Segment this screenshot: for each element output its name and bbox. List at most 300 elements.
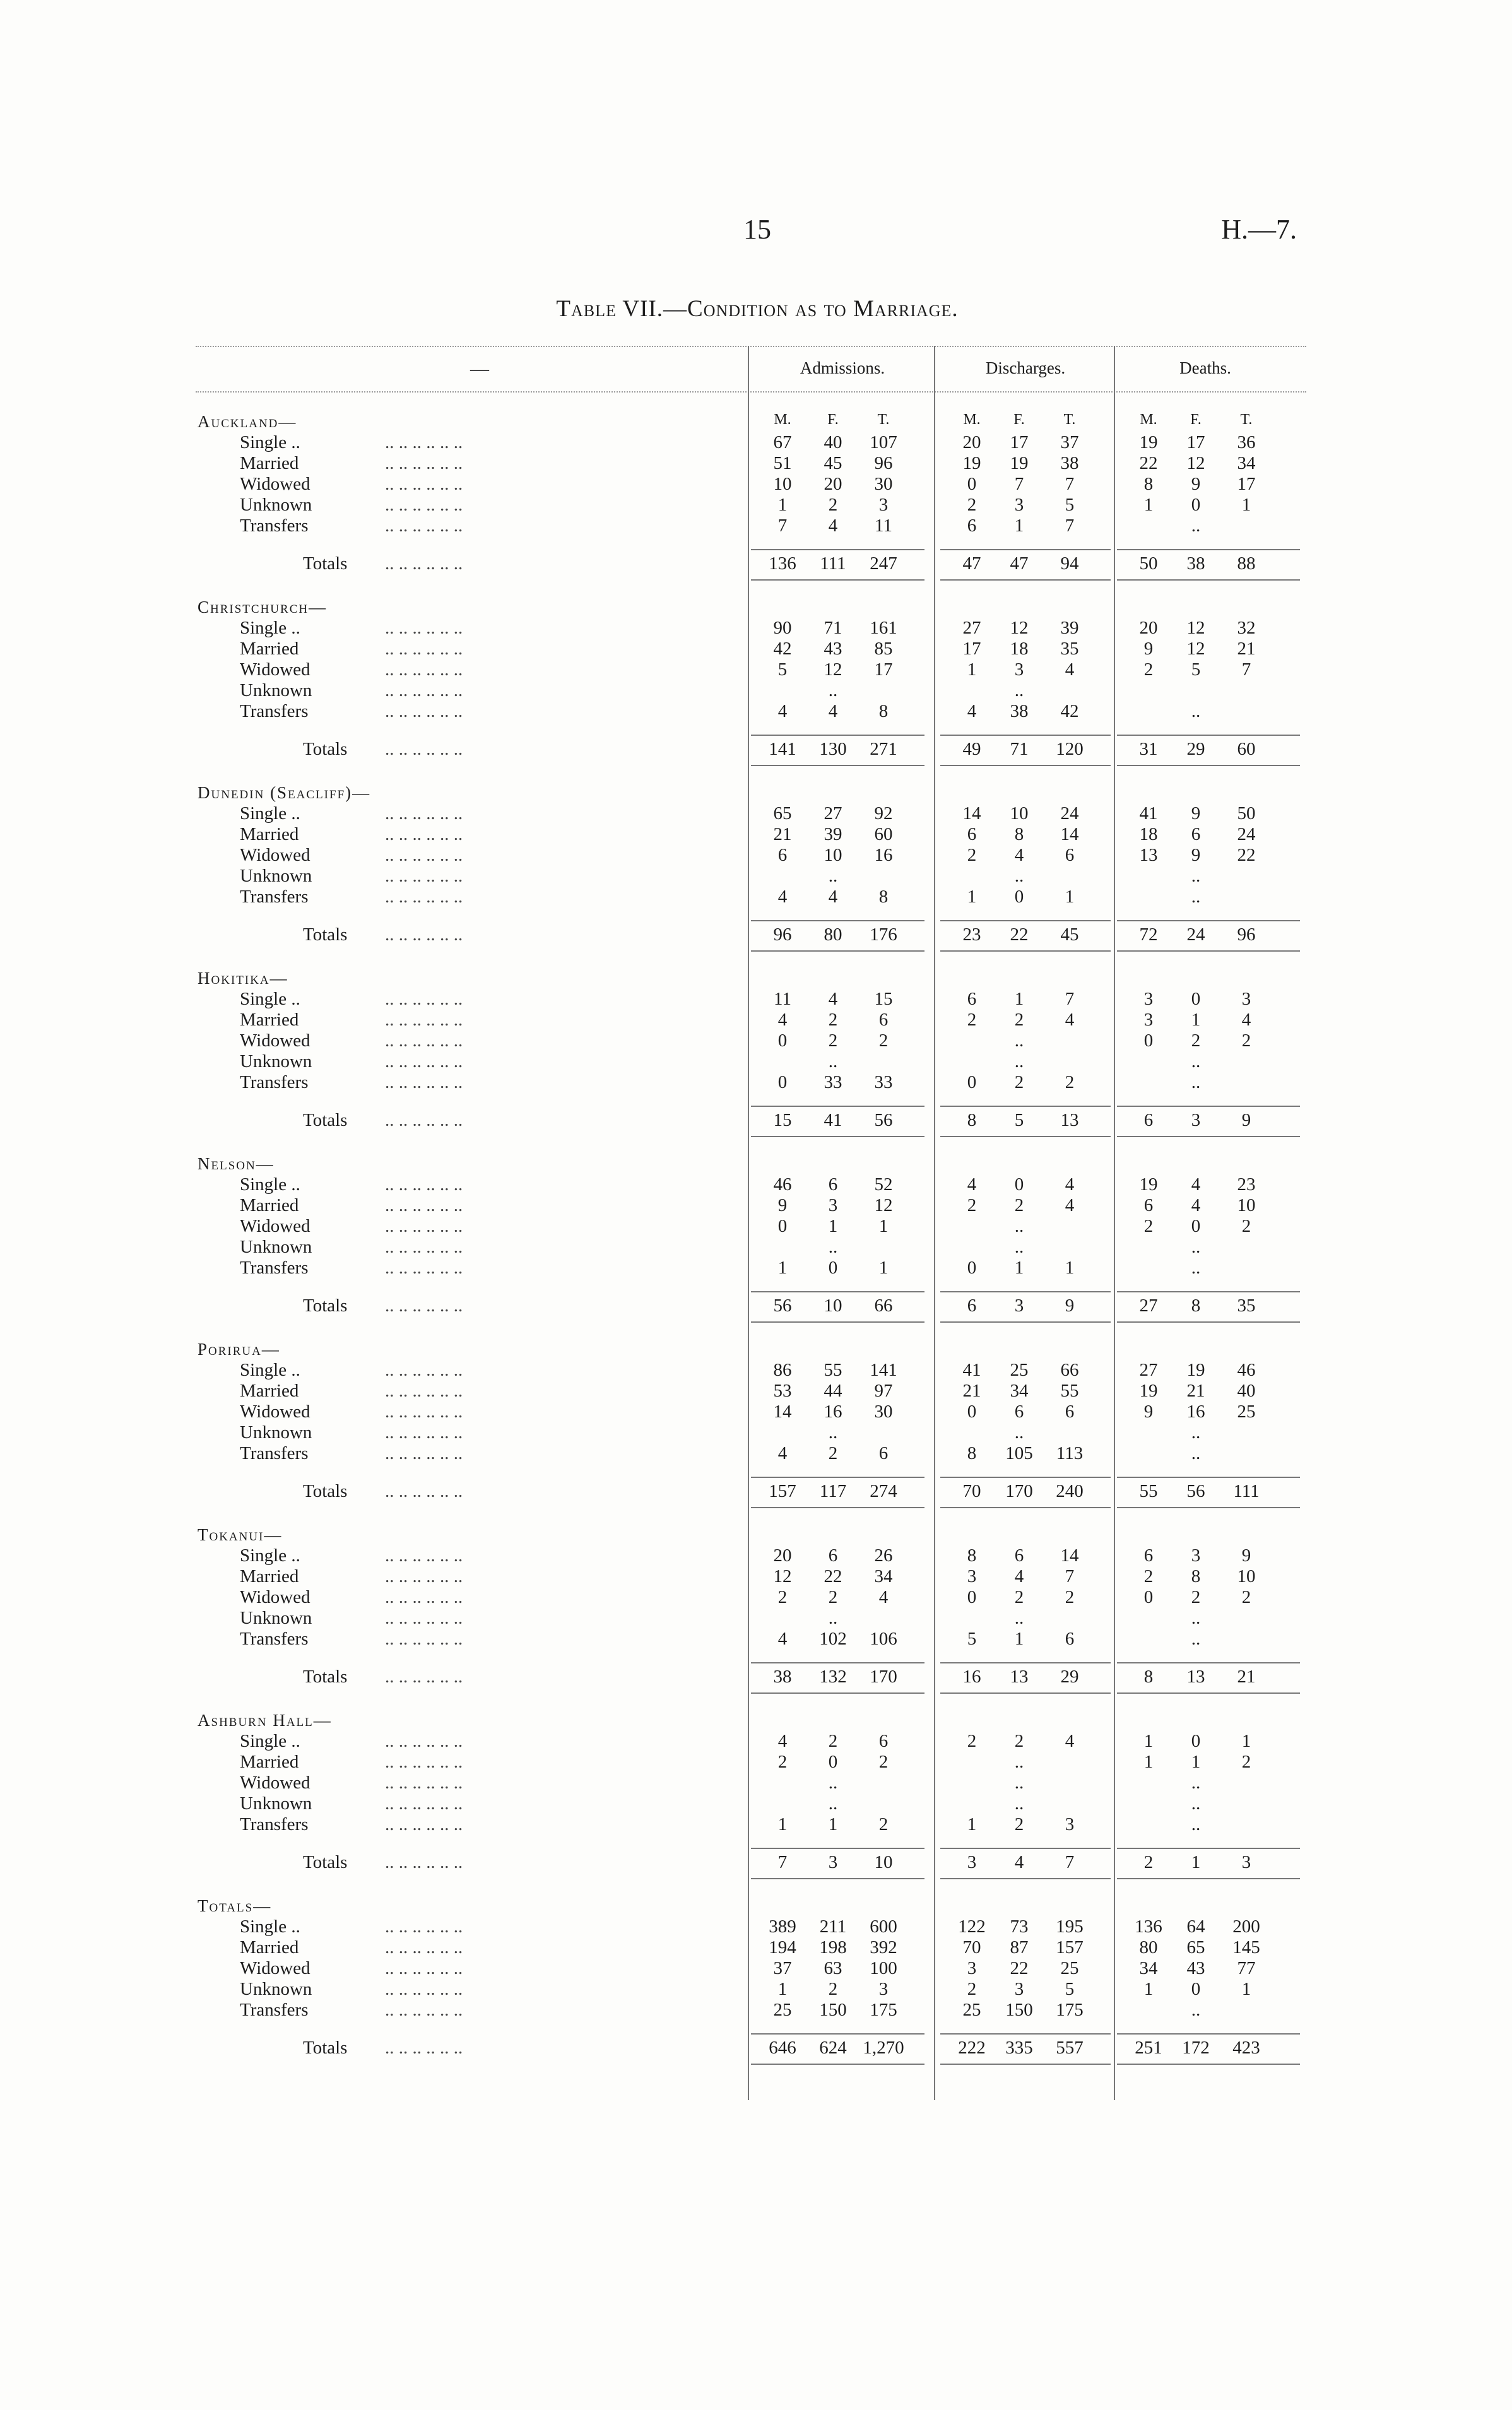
row-label: Transfers	[240, 1072, 309, 1092]
totals-cell: 8	[1191, 1296, 1201, 1316]
table-cell: 4	[828, 989, 838, 1009]
table-cell: 0	[1143, 1587, 1154, 1607]
table-cell: 5	[1191, 659, 1201, 680]
dot-leaders: .. .. .. .. .. ..	[385, 739, 463, 759]
table-cell: 6	[878, 1443, 889, 1463]
dot-leaders: .. .. .. .. .. ..	[385, 1752, 463, 1772]
table-cell: 20	[773, 1545, 792, 1566]
table-cell: 2	[1241, 1216, 1251, 1236]
table-cell: 7	[1065, 516, 1075, 536]
table-cell: 0	[967, 1072, 977, 1092]
table-cell: 6	[1014, 1402, 1024, 1422]
section-heading: Tokanui—	[198, 1525, 283, 1544]
table-cell: 4	[967, 1174, 977, 1195]
totals-rule	[940, 2064, 1111, 2065]
totals-cell: 247	[870, 553, 897, 574]
table-cell: ..	[1191, 1051, 1201, 1072]
table-cell: 7	[1241, 659, 1251, 680]
row-label: Single ..	[240, 1360, 300, 1380]
table-cell: 0	[967, 474, 977, 494]
table-cell: 3	[1014, 1979, 1024, 1999]
table-cell: 1	[878, 1216, 889, 1236]
table-cell: 41	[962, 1360, 981, 1380]
table-cell: 63	[824, 1958, 842, 1978]
totals-cell: 136	[769, 553, 796, 574]
table-cell: 9	[777, 1195, 788, 1215]
table-row	[196, 453, 1306, 474]
table-cell: 37	[1060, 432, 1079, 452]
table-cell: 0	[1191, 1979, 1201, 1999]
totals-cell: 21	[1237, 1667, 1256, 1687]
section-heading: Porirua—	[198, 1340, 280, 1359]
table-cell: 0	[828, 1258, 838, 1278]
table-row	[196, 887, 1306, 907]
table-cell: ..	[1191, 701, 1201, 721]
table-row	[196, 680, 1306, 701]
table-cell: 46	[1237, 1360, 1256, 1380]
dot-leaders: .. .. .. .. .. ..	[385, 989, 463, 1009]
table-cell: 6	[777, 845, 788, 865]
table-cell: 3	[1065, 1814, 1075, 1834]
table-cell: 19	[1186, 1360, 1205, 1380]
table-cell: 42	[1060, 701, 1079, 721]
totals-cell: 120	[1056, 739, 1084, 759]
page-number: 15	[743, 214, 771, 245]
totals-label: Totals	[303, 2038, 348, 2058]
table-cell: 4	[777, 1731, 788, 1751]
dot-leaders: .. .. .. .. .. ..	[385, 1051, 463, 1072]
table-cell: 21	[773, 824, 792, 844]
table-row	[196, 989, 1306, 1010]
table-cell: 2	[1241, 1752, 1251, 1772]
table-cell: 2	[1065, 1072, 1075, 1092]
totals-cell: 3	[967, 1852, 977, 1872]
table-row	[196, 1174, 1306, 1195]
dot-leaders: .. .. .. .. .. ..	[385, 495, 463, 515]
row-label: Unknown	[240, 680, 312, 700]
table-cell: 392	[870, 1937, 897, 1958]
table-cell: 0	[1014, 887, 1024, 907]
row-label: Transfers	[240, 1443, 309, 1463]
table-row	[196, 1793, 1306, 1814]
totals-cell: 56	[1186, 1481, 1205, 1501]
totals-cell: 176	[870, 924, 897, 945]
totals-cell: 222	[958, 2038, 986, 2058]
table-cell: ..	[1191, 1258, 1201, 1278]
totals-row	[196, 1290, 1306, 1321]
stub-header: —	[470, 358, 489, 379]
table-title: Table VII.—Condition as to Marriage.	[556, 296, 959, 322]
table-cell: ..	[828, 1422, 838, 1443]
totals-cell: 557	[1056, 2038, 1084, 2058]
totals-label: Totals	[303, 553, 348, 574]
totals-cell: 7	[1065, 1852, 1075, 1872]
table-cell: 150	[1005, 2000, 1033, 2020]
section-heading: Hokitika—	[198, 969, 288, 988]
table-cell: 85	[874, 639, 893, 659]
table-cell: 1	[1241, 495, 1251, 515]
table-cell: 14	[962, 803, 981, 824]
totals-cell: 1	[1191, 1852, 1201, 1872]
row-label: Single ..	[240, 803, 300, 824]
table-cell: 1	[967, 1814, 977, 1834]
totals-row	[196, 548, 1306, 579]
table-cell: 19	[1010, 453, 1029, 473]
table-cell: 25	[773, 2000, 792, 2020]
dot-leaders: .. .. .. .. .. ..	[385, 1958, 463, 1978]
table-cell: 6	[967, 824, 977, 844]
table-cell: 161	[870, 618, 897, 638]
row-label: Married	[240, 1937, 299, 1958]
table-cell: 2	[828, 1031, 838, 1051]
table-cell: 3	[1143, 989, 1154, 1009]
totals-rule	[751, 1878, 924, 1879]
totals-cell: 3	[1241, 1852, 1251, 1872]
table-cell: ..	[1014, 1752, 1024, 1772]
totals-rule	[1117, 1507, 1300, 1508]
totals-cell: 7	[777, 1852, 788, 1872]
dot-leaders: .. .. .. .. .. ..	[385, 924, 463, 945]
table-cell: 2	[828, 1587, 838, 1607]
table-cell: 157	[1056, 1937, 1084, 1958]
dot-leaders: .. .. .. .. .. ..	[385, 1422, 463, 1443]
totals-label: Totals	[303, 1296, 348, 1316]
table-cell: 141	[870, 1360, 897, 1380]
table-cell: 45	[824, 453, 842, 473]
table-cell: 2	[828, 1010, 838, 1030]
dot-leaders: .. .. .. .. .. ..	[385, 1296, 463, 1316]
table-cell: 6	[1065, 1629, 1075, 1649]
table-cell: 96	[874, 453, 893, 473]
table-cell: 194	[769, 1937, 796, 1958]
table-cell: 26	[874, 1545, 893, 1566]
table-row	[196, 824, 1306, 845]
totals-rule	[940, 1878, 1111, 1879]
totals-cell: 251	[1135, 2038, 1162, 2058]
table-row	[196, 1381, 1306, 1402]
table-cell: 4	[1065, 1731, 1075, 1751]
totals-cell: 5	[1014, 1110, 1024, 1130]
table-row	[196, 1360, 1306, 1381]
dot-leaders: .. .. .. .. .. ..	[385, 659, 463, 680]
table-cell: 5	[967, 1629, 977, 1649]
totals-cell: 335	[1005, 2038, 1033, 2058]
row-label: Transfers	[240, 1629, 309, 1649]
table-cell: 3	[967, 1566, 977, 1586]
table-row	[196, 1587, 1306, 1608]
totals-rule	[940, 579, 1111, 581]
table-cell: 17	[962, 639, 981, 659]
table-cell: 67	[773, 432, 792, 452]
row-label: Married	[240, 1566, 299, 1586]
row-label: Widowed	[240, 1402, 310, 1422]
row-label: Single ..	[240, 1174, 300, 1195]
sub-header-cell: T.	[1063, 411, 1076, 428]
header-admissions: Admissions.	[800, 358, 885, 377]
table-cell: 20	[962, 432, 981, 452]
table-cell: 389	[769, 1917, 796, 1937]
table-cell: 38	[1060, 453, 1079, 473]
table-cell: 4	[828, 516, 838, 536]
totals-rule	[940, 765, 1111, 766]
table-cell: 2	[1191, 1587, 1201, 1607]
table-cell: 39	[824, 824, 842, 844]
row-label: Married	[240, 639, 299, 659]
row-label: Married	[240, 1752, 299, 1772]
table-cell: 7	[777, 516, 788, 536]
table-row	[196, 1731, 1306, 1752]
table-cell: 4	[1065, 1174, 1075, 1195]
sub-header-cell: M.	[774, 411, 791, 428]
table-cell: 0	[967, 1587, 977, 1607]
table-row	[196, 1216, 1306, 1237]
totals-cell: 15	[773, 1110, 792, 1130]
table-cell: 7	[1065, 989, 1075, 1009]
totals-cell: 71	[1010, 739, 1029, 759]
dot-leaders: .. .. .. .. .. ..	[385, 1360, 463, 1380]
totals-cell: 274	[870, 1481, 897, 1501]
table-cell: ..	[828, 1793, 838, 1814]
table-row	[196, 1917, 1306, 1937]
totals-cell: 41	[824, 1110, 842, 1130]
row-label: Unknown	[240, 1051, 312, 1072]
table-cell: 5	[1065, 1979, 1075, 1999]
table-cell: 2	[1143, 1216, 1154, 1236]
totals-cell: 4	[1014, 1852, 1024, 1872]
totals-row	[196, 1475, 1306, 1507]
table-cell: 22	[824, 1566, 842, 1586]
table-cell: 20	[824, 474, 842, 494]
totals-rule	[1117, 1878, 1300, 1879]
table-cell: 9	[1191, 803, 1201, 824]
section-heading: Nelson—	[198, 1154, 275, 1173]
totals-rule	[1117, 2064, 1300, 2065]
dot-leaders: .. .. .. .. .. ..	[385, 1852, 463, 1872]
table-cell: 2	[967, 845, 977, 865]
table-cell: 1	[828, 1216, 838, 1236]
table-cell: 6	[1065, 845, 1075, 865]
totals-cell: 6	[1143, 1110, 1154, 1130]
dot-leaders: .. .. .. .. .. ..	[385, 1010, 463, 1030]
table-cell: 211	[819, 1917, 847, 1937]
dot-leaders: .. .. .. .. .. ..	[385, 1731, 463, 1751]
table-cell: 23	[1237, 1174, 1256, 1195]
totals-rule	[751, 1321, 924, 1323]
table-cell: 38	[1010, 701, 1029, 721]
table-cell: 16	[874, 845, 893, 865]
totals-cell: 624	[819, 2038, 847, 2058]
table-row	[196, 1545, 1306, 1566]
row-label: Widowed	[240, 1773, 310, 1793]
table-cell: 12	[1186, 639, 1205, 659]
table-cell: 2	[878, 1031, 889, 1051]
table-cell: 122	[958, 1917, 986, 1937]
dot-leaders: .. .. .. .. .. ..	[385, 1773, 463, 1793]
table-cell: 92	[874, 803, 893, 824]
table-cell: 11	[875, 516, 892, 536]
table-cell: 2	[967, 1195, 977, 1215]
table-cell: 9	[1143, 639, 1154, 659]
row-label: Transfers	[240, 516, 309, 536]
dot-leaders: .. .. .. .. .. ..	[385, 1031, 463, 1051]
dot-leaders: .. .. .. .. .. ..	[385, 453, 463, 473]
table-cell: 87	[1010, 1937, 1029, 1958]
table-cell: 8	[878, 887, 889, 907]
table-cell: 9	[1241, 1545, 1251, 1566]
totals-cell: 10	[874, 1852, 893, 1872]
dot-leaders: .. .. .. .. .. ..	[385, 1667, 463, 1687]
totals-rule	[751, 579, 924, 581]
totals-cell: 111	[1233, 1481, 1260, 1501]
table-cell: 34	[1237, 453, 1256, 473]
table-cell: 27	[962, 618, 981, 638]
dot-leaders: .. .. .. .. .. ..	[385, 1587, 463, 1607]
totals-cell: 3	[1191, 1110, 1201, 1130]
table-cell: 8	[1191, 1566, 1201, 1586]
dot-leaders: .. .. .. .. .. ..	[385, 1110, 463, 1130]
table-cell: 1	[1014, 1629, 1024, 1649]
table-cell: 102	[819, 1629, 847, 1649]
table-cell: 2	[1014, 1587, 1024, 1607]
table-cell: 12	[1186, 453, 1205, 473]
table-cell: 6	[1191, 824, 1201, 844]
table-cell: 145	[1232, 1937, 1260, 1958]
dot-leaders: .. .. .. .. .. ..	[385, 1481, 463, 1501]
table-cell: 600	[870, 1917, 897, 1937]
totals-cell: 35	[1237, 1296, 1256, 1316]
row-label: Single ..	[240, 989, 300, 1009]
table-row	[196, 1958, 1306, 1979]
totals-row	[196, 919, 1306, 950]
dot-leaders: .. .. .. .. .. ..	[385, 824, 463, 844]
table-cell: 22	[1139, 453, 1158, 473]
section-heading: Totals—	[198, 1896, 272, 1915]
table-cell: 4	[967, 701, 977, 721]
dot-leaders: .. .. .. .. .. ..	[385, 803, 463, 824]
table-cell: 6	[1143, 1545, 1154, 1566]
table-cell: 1	[777, 1258, 788, 1278]
table-cell: 4	[777, 1010, 788, 1030]
table-cell: 24	[1237, 824, 1256, 844]
table-cell: 4	[1014, 1566, 1024, 1586]
table-cell: 1	[1241, 1979, 1251, 1999]
table-row	[196, 495, 1306, 516]
dot-leaders: .. .. .. .. .. ..	[385, 680, 463, 700]
totals-cell: 23	[962, 924, 981, 945]
table-cell: 0	[1014, 1174, 1024, 1195]
table-cell: 2	[1143, 1566, 1154, 1586]
table-row	[196, 845, 1306, 866]
table-row	[196, 1051, 1306, 1072]
table-cell: 0	[1191, 495, 1201, 515]
dot-leaders: .. .. .. .. .. ..	[385, 1917, 463, 1937]
table-cell: 6	[878, 1731, 889, 1751]
totals-rule	[940, 1692, 1111, 1694]
table-cell: 6	[828, 1545, 838, 1566]
totals-rule	[751, 1692, 924, 1694]
section	[196, 597, 1306, 783]
table-cell: 3	[878, 1979, 889, 1999]
header-discharges: Discharges.	[985, 358, 1066, 377]
dot-leaders: .. .. .. .. .. ..	[385, 553, 463, 574]
table-cell: 3	[878, 495, 889, 515]
table-cell: ..	[1191, 1072, 1201, 1092]
dot-leaders: .. .. .. .. .. ..	[385, 1258, 463, 1278]
table-cell: 10	[1237, 1566, 1256, 1586]
table-cell: ..	[1191, 1793, 1201, 1814]
table-cell: 36	[1237, 432, 1256, 452]
totals-cell: 24	[1186, 924, 1205, 945]
table-cell: 6	[878, 1010, 889, 1030]
table-cell: ..	[1191, 1629, 1201, 1649]
table-cell: 16	[824, 1402, 842, 1422]
table-cell: 12	[1010, 618, 1029, 638]
totals-cell: 111	[820, 553, 846, 574]
table-cell: 6	[967, 989, 977, 1009]
table-cell: 1	[828, 1814, 838, 1834]
table-row	[196, 1010, 1306, 1031]
table-row	[196, 1814, 1306, 1835]
totals-row	[196, 1104, 1306, 1136]
table-row	[196, 1031, 1306, 1051]
table-cell: 4	[777, 1443, 788, 1463]
table-cell: 8	[967, 1443, 977, 1463]
totals-rule	[1117, 1692, 1300, 1694]
totals-cell: 96	[773, 924, 792, 945]
table-cell: 2	[967, 1010, 977, 1030]
row-label: Widowed	[240, 1958, 310, 1978]
table-cell: 13	[1139, 845, 1158, 865]
table-cell: 20	[1139, 618, 1158, 638]
table-cell: 106	[870, 1629, 897, 1649]
table-cell: ..	[1191, 1814, 1201, 1834]
sub-header-cell: F.	[827, 411, 839, 428]
table-cell: 198	[819, 1937, 847, 1958]
table-cell: 19	[1139, 432, 1158, 452]
dot-leaders: .. .. .. .. .. ..	[385, 1545, 463, 1566]
row-label: Single ..	[240, 432, 300, 452]
table-cell: 4	[1191, 1195, 1201, 1215]
totals-rule	[1117, 579, 1300, 581]
row-label: Transfers	[240, 2000, 309, 2020]
table-cell: 21	[962, 1381, 981, 1401]
totals-cell: 55	[1139, 1481, 1158, 1501]
totals-cell: 6	[967, 1296, 977, 1316]
table-cell: 64	[1186, 1917, 1205, 1937]
row-label: Married	[240, 453, 299, 473]
table-row	[196, 1195, 1306, 1216]
totals-cell: 157	[769, 1481, 796, 1501]
table-cell: 175	[870, 2000, 897, 2020]
table-cell: 10	[1237, 1195, 1256, 1215]
dot-leaders: .. .. .. .. .. ..	[385, 1174, 463, 1195]
row-label: Married	[240, 824, 299, 844]
table-cell: 70	[962, 1937, 981, 1958]
dot-leaders: .. .. .. .. .. ..	[385, 1443, 463, 1463]
totals-rule	[1117, 1321, 1300, 1323]
table-cell: 2	[1241, 1031, 1251, 1051]
table-cell: 6	[1143, 1195, 1154, 1215]
table-cell: 5	[1065, 495, 1075, 515]
table-cell: 4	[777, 887, 788, 907]
table-row	[196, 618, 1306, 639]
table-cell: 8	[878, 701, 889, 721]
sub-header-cell: T.	[877, 411, 890, 428]
table-row	[196, 803, 1306, 824]
table-cell: 175	[1056, 2000, 1084, 2020]
totals-cell: 70	[962, 1481, 981, 1501]
table-cell: 90	[773, 618, 792, 638]
